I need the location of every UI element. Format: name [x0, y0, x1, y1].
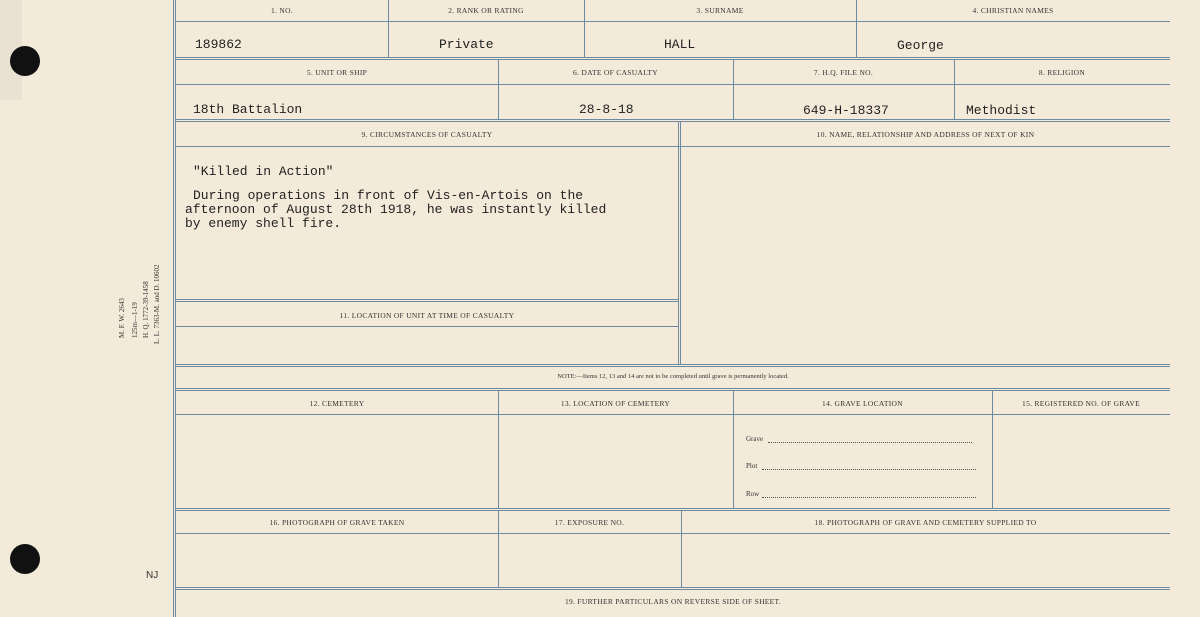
circumstance-line: During operations in front of Vis-en-Artois on the	[193, 188, 584, 203]
header-location-of-unit: 11. LOCATION OF UNIT AT TIME OF CASUALTY	[339, 311, 515, 320]
punch-hole-top	[10, 46, 40, 76]
grave-note: NOTE:—Items 12, 13 and 14 are not to be completed until grave is permanently located.	[557, 373, 789, 380]
footer-further-particulars: 19. FURTHER PARTICULARS ON REVERSE SIDE OF SHEET.	[564, 597, 782, 606]
rule-row2-bottom	[176, 119, 1170, 122]
rule-note-bottom	[176, 388, 1170, 391]
header-next-of-kin: 10. NAME, RELATIONSHIP AND ADDRESS OF NEXT OF KIN	[816, 130, 1035, 139]
value-number: 189862	[195, 37, 242, 52]
circumstance-line: by enemy shell fire.	[185, 216, 342, 231]
header-exposure-no: 17. EXPOSURE NO.	[554, 518, 625, 527]
rule-row6-header	[176, 533, 1170, 534]
circumstances-text	[185, 164, 663, 231]
rule-row5-bottom	[176, 508, 1170, 511]
grave-dotted-line	[768, 442, 972, 443]
header-registered-no: 15. REGISTERED NO. OF GRAVE	[1022, 399, 1140, 408]
header-religion: 8. RELIGION	[1038, 68, 1086, 77]
div-9-10	[678, 122, 681, 364]
rule-circ-bottom	[176, 299, 678, 302]
row-label: Row	[746, 490, 760, 498]
value-christian-names: George	[897, 38, 944, 53]
rule-loc-header	[176, 326, 678, 327]
header-grave-location: 14. GRAVE LOCATION	[822, 399, 903, 408]
header-photograph-taken: 16. PHOTOGRAPH OF GRAVE TAKEN	[269, 518, 405, 527]
rule-row5-header	[176, 414, 1170, 415]
grave-label: Grave	[746, 435, 764, 443]
side-print-1: M. F. W. 2643	[118, 298, 126, 338]
div-13-14	[733, 391, 734, 508]
plot-label: Plot	[746, 462, 758, 470]
circumstance-line: "Killed in Action"	[193, 164, 334, 179]
header-number: 1. NO.	[270, 6, 293, 15]
rule-row1-bottom	[176, 57, 1170, 60]
value-file-no: 649-H-18337	[803, 103, 889, 118]
side-print-2: 125m—1-19	[131, 302, 139, 338]
header-photograph-supplied: 18. PHOTOGRAPH OF GRAVE AND CEMETERY SUPPLIED TO	[814, 518, 1037, 527]
value-religion: Methodist	[966, 103, 1037, 118]
div-12-13	[498, 391, 499, 508]
plot-dotted-line	[762, 469, 976, 470]
side-print-4: L. L. 7363-M. and D. 10602	[153, 264, 161, 344]
header-cemetery: 12. CEMETERY	[309, 399, 365, 408]
circumstance-line: afternoon of August 28th 1918, he was instantly killed	[185, 202, 607, 217]
value-date: 28-8-18	[579, 102, 634, 117]
div-14-15	[992, 391, 993, 508]
header-surname: 3. SURNAME	[696, 6, 744, 15]
value-surname: HALL	[664, 37, 696, 52]
rule-note-top	[176, 364, 1170, 367]
rule-row2-header	[176, 84, 1170, 85]
row-dotted-line	[762, 497, 976, 498]
header-location-of-cemetery: 13. LOCATION OF CEMETERY	[560, 399, 671, 408]
punch-hole-bottom	[10, 544, 40, 574]
value-rank: Private	[439, 37, 494, 52]
value-unit: 18th Battalion	[193, 102, 303, 117]
header-file-no: 7. H.Q. FILE NO.	[813, 68, 874, 77]
header-date: 6. DATE OF CASUALTY	[572, 68, 658, 77]
rule-row1-header	[176, 21, 1170, 22]
rule-row3-header	[176, 146, 1170, 147]
header-rank: 2. RANK OR RATING	[448, 6, 524, 15]
header-circumstances: 9. CIRCUMSTANCES OF CASUALTY	[361, 130, 493, 139]
header-unit: 5. UNIT OR SHIP	[306, 68, 368, 77]
rule-row6-bottom	[176, 587, 1170, 590]
header-christian-names: 4. CHRISTIAN NAMES	[972, 6, 1054, 15]
side-print-3: H. Q. 1772-39-1458	[142, 281, 150, 338]
clerk-code: NJ	[146, 570, 159, 581]
